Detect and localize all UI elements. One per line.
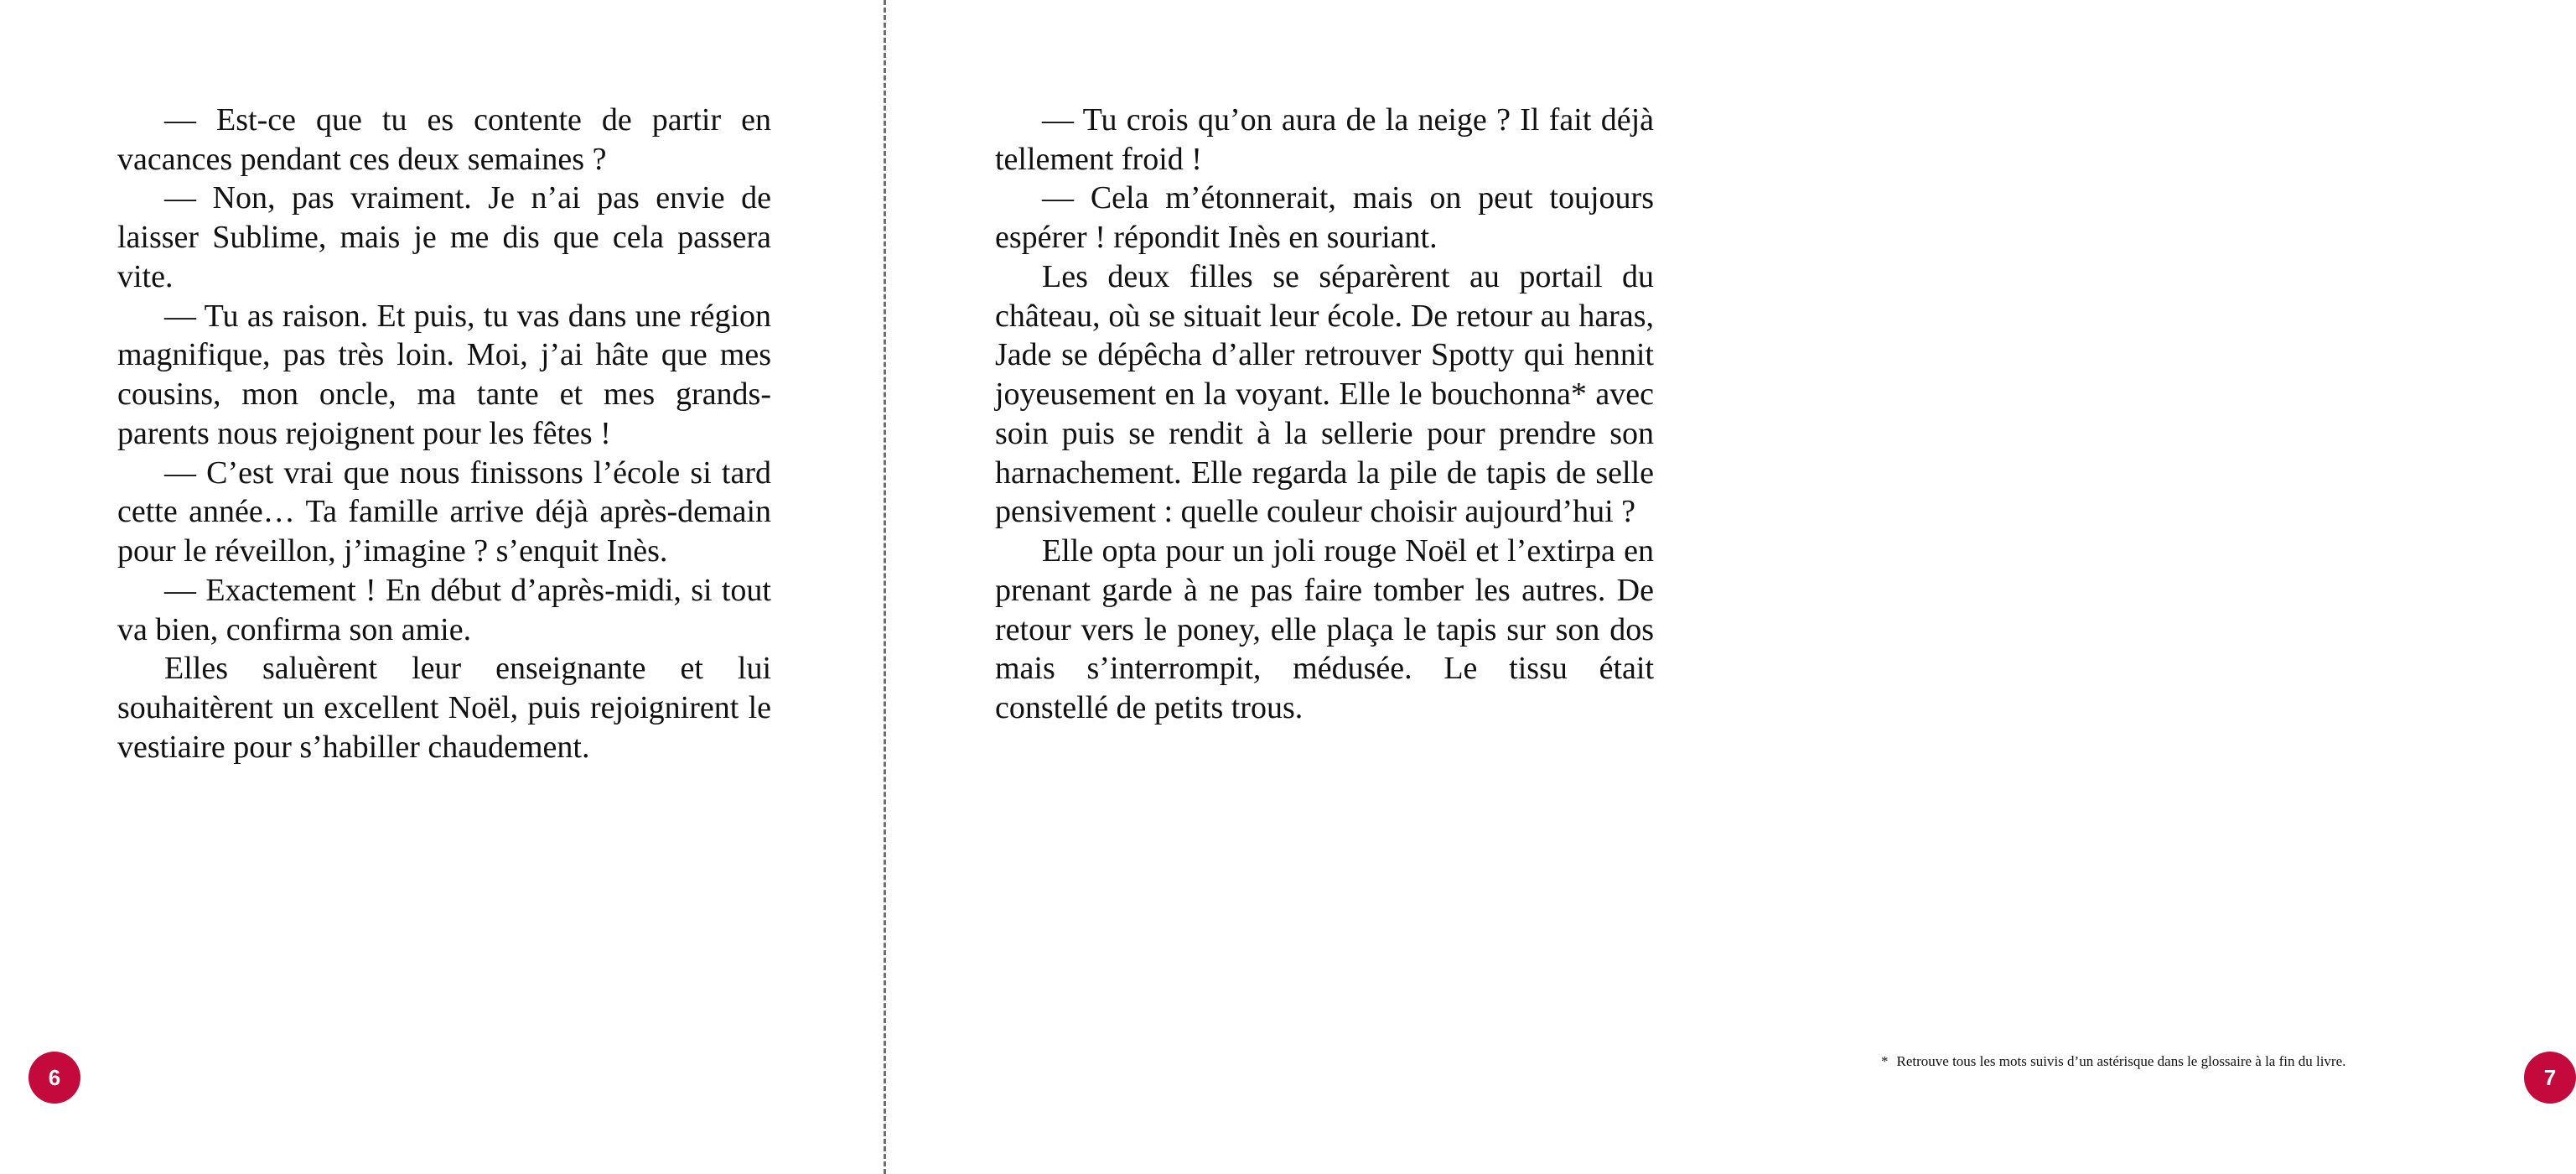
paragraph: — C’est vrai que nous finissons l’école si tard cette année… Ta famille arrive déjà après-demain pour le réveillon, j’imagine ? s’enquit Inès.	[117, 455, 771, 569]
right-page-text-column	[995, 101, 1654, 728]
paragraph: — Cela m’étonnerait, mais on peut toujours espérer ! répondit Inès en souriant.	[995, 180, 1654, 256]
paragraph: Les deux filles se séparèrent au portail du château, où se situait leur école. De retour au haras, Jade se dépêcha d’aller retrouver Spotty qui hennit joyeusement en la voyant. Elle le bouchonna* avec soin puis se rendit à la sellerie pour prendre son harnachement. Elle regarda la pile de tapis de selle pensivement : quelle couleur choisir aujourd’hui ?	[995, 258, 1654, 530]
paragraph: — Est-ce que tu es contente de partir en vacances pendant ces deux semaines ?	[117, 102, 771, 177]
paragraph: — Tu crois qu’on aura de la neige ? Il fait déjà tellement froid !	[995, 102, 1654, 177]
footnote-marker: *	[1881, 1053, 1889, 1069]
paragraph: — Tu as raison. Et puis, tu vas dans une région magnifique, pas très loin. Moi, j’ai hâte que mes cousins, mon oncle, ma tante et mes grands-parents nous rejoignent pour les fêtes !	[117, 298, 771, 451]
paragraph: Elle opta pour un joli rouge Noël et l’extirpa en prenant garde à ne pas faire tomber les autres. De retour vers le poney, elle plaça le tapis sur son dos mais s’interrompit, médusée. Le tissu était constellé de petits trous.	[995, 533, 1654, 726]
paragraph: Elles saluèrent leur enseignante et lui souhaitèrent un excellent Noël, puis rejoignirent le vestiaire pour s’habiller chaudement.	[117, 651, 771, 765]
page-number-badge-left: 6	[29, 1052, 80, 1104]
footnote	[1881, 1052, 2543, 1071]
page-number-badge-right: 7	[2524, 1052, 2576, 1104]
left-page-text-column	[117, 101, 771, 766]
paragraph: — Non, pas vraiment. Je n’ai pas envie de laisser Sublime, mais je me dis que cela passera vite.	[117, 180, 771, 294]
page-right	[885, 0, 2557, 1174]
paragraph: — Exactement ! En début d’après-midi, si tout va bien, confirma son amie.	[117, 572, 771, 647]
footnote-text: Retrouve tous les mots suivis d’un astérisque dans le glossaire à la fin du livre.	[1896, 1053, 2346, 1069]
page-left	[0, 0, 885, 1174]
